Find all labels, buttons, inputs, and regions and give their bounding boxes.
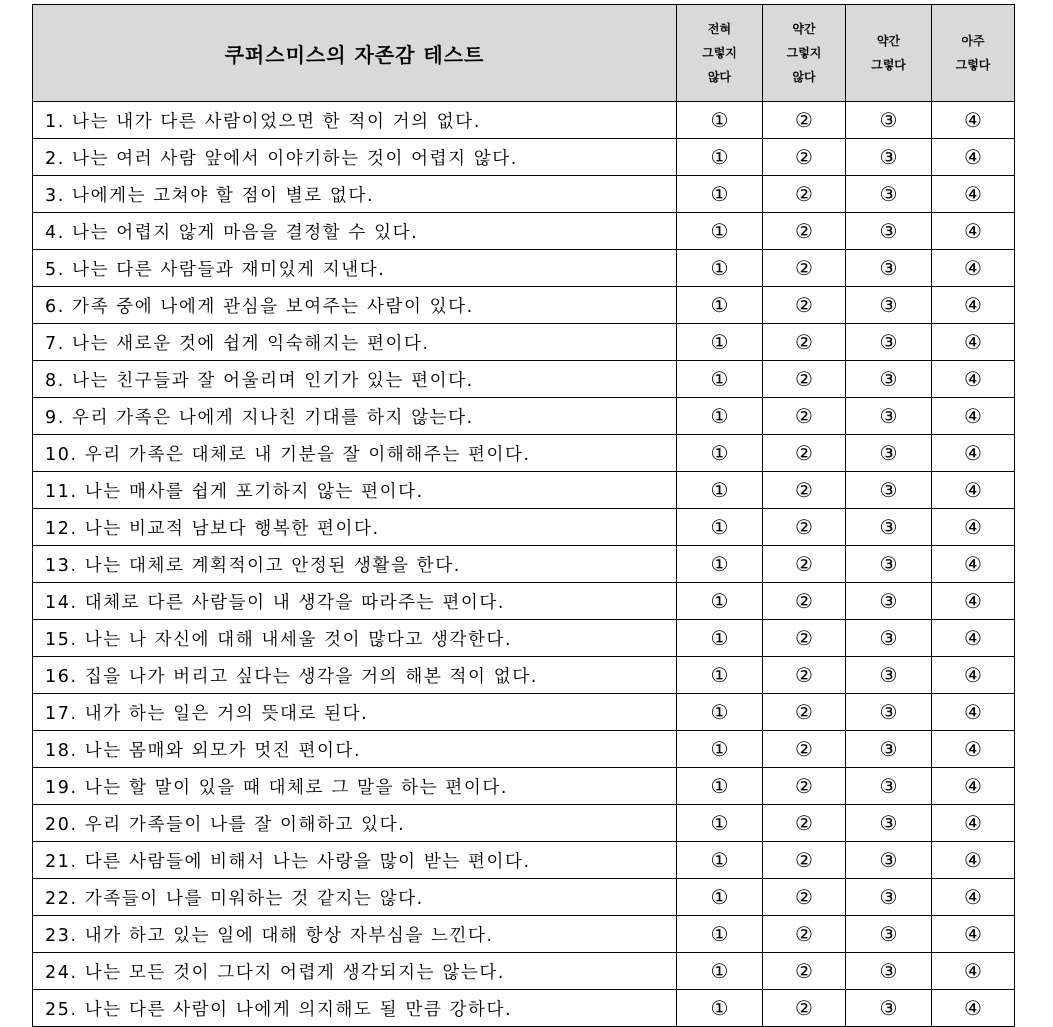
answer-mark: ①	[710, 811, 729, 835]
answer-option-1[interactable]	[677, 657, 763, 694]
answer-mark: ③	[879, 885, 898, 909]
answer-mark: ①	[710, 293, 729, 317]
question-text: 3. 나에게는 고쳐야 할 점이 별로 없다.	[33, 176, 677, 213]
answer-option-2[interactable]	[763, 657, 846, 694]
answer-option-2[interactable]	[763, 916, 846, 953]
answer-option-1[interactable]	[677, 250, 763, 287]
answer-mark: ④	[964, 441, 982, 465]
answer-mark: ②	[795, 848, 813, 872]
answer-option-3[interactable]	[846, 990, 932, 1027]
question-text: 14. 대체로 다른 사람들이 내 생각을 따라주는 편이다.	[33, 583, 677, 620]
answer-mark: ③	[879, 367, 898, 391]
answer-mark: ③	[879, 404, 898, 428]
question-text: 9. 우리 가족은 나에게 지나친 기대를 하지 않는다.	[33, 398, 677, 435]
answer-option-4[interactable]	[932, 546, 1015, 583]
answer-option-1[interactable]	[677, 435, 763, 472]
option-3-line-2: 그렇다	[871, 58, 906, 72]
answer-mark: ④	[964, 404, 982, 428]
answer-option-3[interactable]	[846, 287, 932, 324]
answer-mark: ④	[964, 885, 982, 909]
answer-mark: ④	[964, 922, 982, 946]
answer-option-1[interactable]	[677, 916, 763, 953]
answer-mark: ②	[795, 885, 813, 909]
answer-mark: ②	[795, 626, 813, 650]
answer-option-2[interactable]	[763, 879, 846, 916]
answer-option-1[interactable]	[677, 879, 763, 916]
option-2-line-3: 않다	[792, 70, 816, 84]
question-row	[33, 953, 1015, 990]
answer-option-4[interactable]	[932, 102, 1015, 139]
answer-mark: ②	[795, 959, 813, 983]
answer-option-4[interactable]	[932, 509, 1015, 546]
answer-mark: ②	[795, 108, 813, 132]
answer-mark: ③	[879, 219, 898, 243]
question-row	[33, 842, 1015, 879]
answer-option-4[interactable]	[932, 657, 1015, 694]
question-row	[33, 731, 1015, 768]
answer-option-3[interactable]	[846, 250, 932, 287]
question-row	[33, 213, 1015, 250]
answer-option-4[interactable]	[932, 472, 1015, 509]
answer-option-3[interactable]	[846, 620, 932, 657]
answer-option-4[interactable]	[932, 731, 1015, 768]
question-row	[33, 324, 1015, 361]
answer-mark: ④	[964, 330, 982, 354]
answer-mark: ②	[795, 811, 813, 835]
answer-mark: ④	[964, 367, 982, 391]
answer-mark: ③	[879, 922, 898, 946]
answer-mark: ①	[710, 219, 729, 243]
answer-option-4[interactable]	[932, 953, 1015, 990]
question-text: 7. 나는 새로운 것에 쉽게 익숙해지는 편이다.	[33, 324, 677, 361]
question-text: 25. 나는 다른 사람이 나에게 의지해도 될 만큼 강하다.	[33, 990, 677, 1027]
answer-mark: ①	[710, 515, 729, 539]
answer-option-2[interactable]	[763, 176, 846, 213]
option-4-line-2: 그렇다	[955, 58, 991, 72]
answer-mark: ②	[795, 219, 813, 243]
answer-option-1[interactable]	[677, 509, 763, 546]
option-1-line-2: 그렇지	[702, 46, 737, 60]
answer-option-3[interactable]	[846, 842, 932, 879]
answer-option-3[interactable]	[846, 768, 932, 805]
answer-mark: ②	[795, 922, 813, 946]
question-row	[33, 435, 1015, 472]
question-text: 16. 집을 나가 버리고 싶다는 생각을 거의 해본 적이 없다.	[33, 657, 677, 694]
answer-mark: ④	[964, 589, 982, 613]
answer-mark: ④	[964, 996, 982, 1020]
answer-mark: ③	[879, 589, 898, 613]
answer-mark: ①	[710, 737, 729, 761]
answer-option-3[interactable]	[846, 546, 932, 583]
question-text: 6. 가족 중에 나에게 관심을 보여주는 사람이 있다.	[33, 287, 677, 324]
answer-option-3[interactable]	[846, 176, 932, 213]
answer-option-4[interactable]	[932, 324, 1015, 361]
answer-option-4[interactable]	[932, 916, 1015, 953]
answer-option-3[interactable]	[846, 879, 932, 916]
question-row	[33, 509, 1015, 546]
question-text: 5. 나는 다른 사람들과 재미있게 지낸다.	[33, 250, 677, 287]
answer-mark: ④	[964, 552, 982, 576]
answer-mark: ①	[710, 922, 729, 946]
question-text: 15. 나는 나 자신에 대해 내세울 것이 많다고 생각한다.	[33, 620, 677, 657]
answer-mark: ②	[795, 515, 813, 539]
answer-option-2[interactable]	[763, 324, 846, 361]
answer-option-2[interactable]	[763, 768, 846, 805]
question-row	[33, 250, 1015, 287]
answer-option-2[interactable]	[763, 620, 846, 657]
answer-option-4[interactable]	[932, 842, 1015, 879]
answer-mark: ①	[710, 848, 729, 872]
answer-mark: ④	[964, 774, 982, 798]
answer-mark: ②	[795, 589, 813, 613]
answer-option-4[interactable]	[932, 805, 1015, 842]
answer-mark: ①	[710, 478, 729, 502]
question-row	[33, 657, 1015, 694]
answer-option-4[interactable]	[932, 361, 1015, 398]
answer-mark: ④	[964, 811, 982, 835]
answer-option-3[interactable]	[846, 398, 932, 435]
answer-mark: ④	[964, 663, 982, 687]
table-title: 쿠퍼스미스의 자존감 테스트	[33, 5, 677, 102]
answer-option-1[interactable]	[677, 398, 763, 435]
answer-mark: ①	[710, 552, 729, 576]
answer-mark: ①	[710, 700, 729, 724]
question-row	[33, 287, 1015, 324]
answer-option-1[interactable]	[677, 324, 763, 361]
option-1-line-3: 않다	[707, 70, 732, 84]
answer-option-3[interactable]	[846, 139, 932, 176]
answer-option-2[interactable]	[763, 990, 846, 1027]
question-row	[33, 990, 1015, 1027]
answer-option-3[interactable]	[846, 361, 932, 398]
answer-mark: ③	[879, 441, 898, 465]
answer-mark: ①	[710, 182, 729, 206]
answer-option-2[interactable]	[763, 731, 846, 768]
answer-option-3[interactable]	[846, 805, 932, 842]
answer-option-2[interactable]	[763, 361, 846, 398]
answer-mark: ①	[710, 145, 729, 169]
answer-mark: ①	[710, 663, 729, 687]
answer-option-4[interactable]	[932, 694, 1015, 731]
answer-mark: ②	[795, 256, 813, 280]
question-row	[33, 805, 1015, 842]
answer-option-4[interactable]	[932, 398, 1015, 435]
question-text: 4. 나는 어렵지 않게 마음을 결정할 수 있다.	[33, 213, 677, 250]
answer-mark: ④	[964, 182, 982, 206]
answer-option-2[interactable]	[763, 139, 846, 176]
option-header-1	[677, 5, 763, 102]
answer-option-3[interactable]	[846, 657, 932, 694]
answer-option-2[interactable]	[763, 953, 846, 990]
answer-option-1[interactable]	[677, 694, 763, 731]
answer-option-1[interactable]	[677, 953, 763, 990]
answer-mark: ①	[710, 330, 729, 354]
question-text: 19. 나는 할 말이 있을 때 대체로 그 말을 하는 편이다.	[33, 768, 677, 805]
test-sheet	[32, 4, 1014, 1027]
answer-mark: ③	[879, 478, 898, 502]
answer-option-4[interactable]	[932, 620, 1015, 657]
answer-mark: ②	[795, 330, 813, 354]
answer-mark: ③	[879, 959, 898, 983]
answer-mark: ③	[879, 108, 898, 132]
answer-mark: ④	[964, 145, 982, 169]
answer-option-1[interactable]	[677, 768, 763, 805]
answer-option-4[interactable]	[932, 879, 1015, 916]
question-text: 22. 가족들이 나를 미워하는 것 같지는 않다.	[33, 879, 677, 916]
answer-option-1[interactable]	[677, 139, 763, 176]
answer-option-4[interactable]	[932, 139, 1015, 176]
answer-option-3[interactable]	[846, 102, 932, 139]
answer-option-2[interactable]	[763, 250, 846, 287]
answer-mark: ④	[964, 737, 982, 761]
answer-mark: ①	[710, 589, 729, 613]
answer-mark: ②	[795, 774, 813, 798]
answer-mark: ④	[964, 219, 982, 243]
answer-mark: ②	[795, 700, 813, 724]
question-row	[33, 361, 1015, 398]
answer-mark: ③	[879, 811, 898, 835]
answer-mark: ④	[964, 959, 982, 983]
answer-mark: ③	[879, 848, 898, 872]
option-1-line-1: 전혀	[707, 22, 732, 36]
answer-mark: ②	[795, 145, 813, 169]
answer-mark: ④	[964, 108, 982, 132]
question-text: 13. 나는 대체로 계획적이고 안정된 생활을 한다.	[33, 546, 677, 583]
answer-mark: ③	[879, 700, 898, 724]
answer-mark: ④	[964, 700, 982, 724]
answer-option-2[interactable]	[763, 583, 846, 620]
answer-option-1[interactable]	[677, 842, 763, 879]
answer-mark: ①	[710, 774, 729, 798]
answer-mark: ①	[710, 404, 729, 428]
answer-option-1[interactable]	[677, 583, 763, 620]
answer-option-1[interactable]	[677, 102, 763, 139]
answer-option-2[interactable]	[763, 398, 846, 435]
answer-option-3[interactable]	[846, 472, 932, 509]
answer-option-3[interactable]	[846, 731, 932, 768]
answer-option-4[interactable]	[932, 287, 1015, 324]
answer-option-4[interactable]	[932, 435, 1015, 472]
answer-mark: ④	[964, 293, 982, 317]
question-row	[33, 102, 1015, 139]
answer-mark: ③	[879, 552, 898, 576]
answer-mark: ③	[879, 737, 898, 761]
question-row	[33, 916, 1015, 953]
question-row	[33, 139, 1015, 176]
answer-option-2[interactable]	[763, 509, 846, 546]
answer-option-4[interactable]	[932, 768, 1015, 805]
answer-option-4[interactable]	[932, 583, 1015, 620]
answer-mark: ①	[710, 441, 729, 465]
answer-option-2[interactable]	[763, 805, 846, 842]
answer-option-1[interactable]	[677, 287, 763, 324]
answer-option-2[interactable]	[763, 102, 846, 139]
answer-option-4[interactable]	[932, 250, 1015, 287]
answer-mark: ②	[795, 663, 813, 687]
answer-option-3[interactable]	[846, 213, 932, 250]
option-header-4	[932, 5, 1015, 102]
answer-mark: ②	[795, 737, 813, 761]
question-text: 2. 나는 여러 사람 앞에서 이야기하는 것이 어렵지 않다.	[33, 139, 677, 176]
question-row	[33, 583, 1015, 620]
answer-option-1[interactable]	[677, 731, 763, 768]
answer-option-1[interactable]	[677, 805, 763, 842]
answer-option-1[interactable]	[677, 620, 763, 657]
answer-option-1[interactable]	[677, 176, 763, 213]
question-text: 21. 다른 사람들에 비해서 나는 사랑을 많이 받는 편이다.	[33, 842, 677, 879]
question-row	[33, 472, 1015, 509]
answer-option-2[interactable]	[763, 842, 846, 879]
answer-mark: ①	[710, 256, 729, 280]
answer-mark: ③	[879, 293, 898, 317]
answer-mark: ②	[795, 552, 813, 576]
answer-mark: ①	[710, 626, 729, 650]
answer-mark: ③	[879, 663, 898, 687]
answer-option-3[interactable]	[846, 435, 932, 472]
answer-option-1[interactable]	[677, 361, 763, 398]
question-text: 11. 나는 매사를 쉽게 포기하지 않는 편이다.	[33, 472, 677, 509]
answer-mark: ③	[879, 515, 898, 539]
answer-mark: ③	[879, 330, 898, 354]
answer-option-3[interactable]	[846, 916, 932, 953]
answer-option-4[interactable]	[932, 176, 1015, 213]
question-row	[33, 694, 1015, 731]
question-text: 10. 우리 가족은 대체로 내 기분을 잘 이해해주는 편이다.	[33, 435, 677, 472]
answer-option-1[interactable]	[677, 990, 763, 1027]
answer-option-2[interactable]	[763, 213, 846, 250]
answer-option-1[interactable]	[677, 472, 763, 509]
answer-mark: ①	[710, 885, 729, 909]
answer-option-4[interactable]	[932, 213, 1015, 250]
answer-mark: ②	[795, 478, 813, 502]
option-2-line-2: 그렇지	[786, 46, 822, 60]
question-text: 20. 우리 가족들이 나를 잘 이해하고 있다.	[33, 805, 677, 842]
question-row	[33, 768, 1015, 805]
question-text: 23. 내가 하고 있는 일에 대해 항상 자부심을 느낀다.	[33, 916, 677, 953]
question-text: 12. 나는 비교적 남보다 행복한 편이다.	[33, 509, 677, 546]
question-text: 17. 내가 하는 일은 거의 뜻대로 된다.	[33, 694, 677, 731]
answer-mark: ③	[879, 145, 898, 169]
option-header-2	[763, 5, 846, 102]
answer-option-3[interactable]	[846, 694, 932, 731]
option-4-line-1: 아주	[961, 34, 985, 48]
header-row	[33, 5, 1015, 102]
question-text: 18. 나는 몸매와 외모가 멋진 편이다.	[33, 731, 677, 768]
question-row	[33, 879, 1015, 916]
answer-option-4[interactable]	[932, 990, 1015, 1027]
answer-mark: ③	[879, 996, 898, 1020]
answer-mark: ③	[879, 256, 898, 280]
option-2-line-1: 약간	[792, 22, 816, 36]
answer-mark: ③	[879, 626, 898, 650]
answer-mark: ④	[964, 626, 982, 650]
question-text: 1. 나는 내가 다른 사람이었으면 한 적이 거의 없다.	[33, 102, 677, 139]
answer-option-3[interactable]	[846, 953, 932, 990]
answer-mark: ①	[710, 367, 729, 391]
self-esteem-table	[32, 4, 1015, 1027]
answer-option-2[interactable]	[763, 472, 846, 509]
question-row	[33, 546, 1015, 583]
answer-mark: ②	[795, 996, 813, 1020]
answer-mark: ①	[710, 959, 729, 983]
answer-option-3[interactable]	[846, 324, 932, 361]
answer-mark: ①	[710, 996, 729, 1020]
answer-mark: ②	[795, 367, 813, 391]
question-text: 24. 나는 모든 것이 그다지 어렵게 생각되지는 않는다.	[33, 953, 677, 990]
answer-mark: ③	[879, 774, 898, 798]
question-row	[33, 398, 1015, 435]
answer-mark: ④	[964, 848, 982, 872]
option-header-3	[846, 5, 932, 102]
answer-mark: ②	[795, 404, 813, 428]
answer-option-1[interactable]	[677, 546, 763, 583]
answer-mark: ①	[710, 108, 729, 132]
answer-option-2[interactable]	[763, 287, 846, 324]
answer-option-2[interactable]	[763, 435, 846, 472]
option-3-line-1: 약간	[876, 34, 901, 48]
answer-mark: ②	[795, 293, 813, 317]
answer-mark: ②	[795, 441, 813, 465]
answer-mark: ②	[795, 182, 813, 206]
question-rows	[33, 102, 1015, 1027]
answer-option-3[interactable]	[846, 583, 932, 620]
answer-option-2[interactable]	[763, 694, 846, 731]
question-row	[33, 176, 1015, 213]
answer-mark: ③	[879, 182, 898, 206]
answer-mark: ④	[964, 478, 982, 502]
question-text: 8. 나는 친구들과 잘 어울리며 인기가 있는 편이다.	[33, 361, 677, 398]
answer-mark: ④	[964, 515, 982, 539]
question-row	[33, 620, 1015, 657]
answer-option-2[interactable]	[763, 546, 846, 583]
answer-option-3[interactable]	[846, 509, 932, 546]
answer-mark: ④	[964, 256, 982, 280]
answer-option-1[interactable]	[677, 213, 763, 250]
